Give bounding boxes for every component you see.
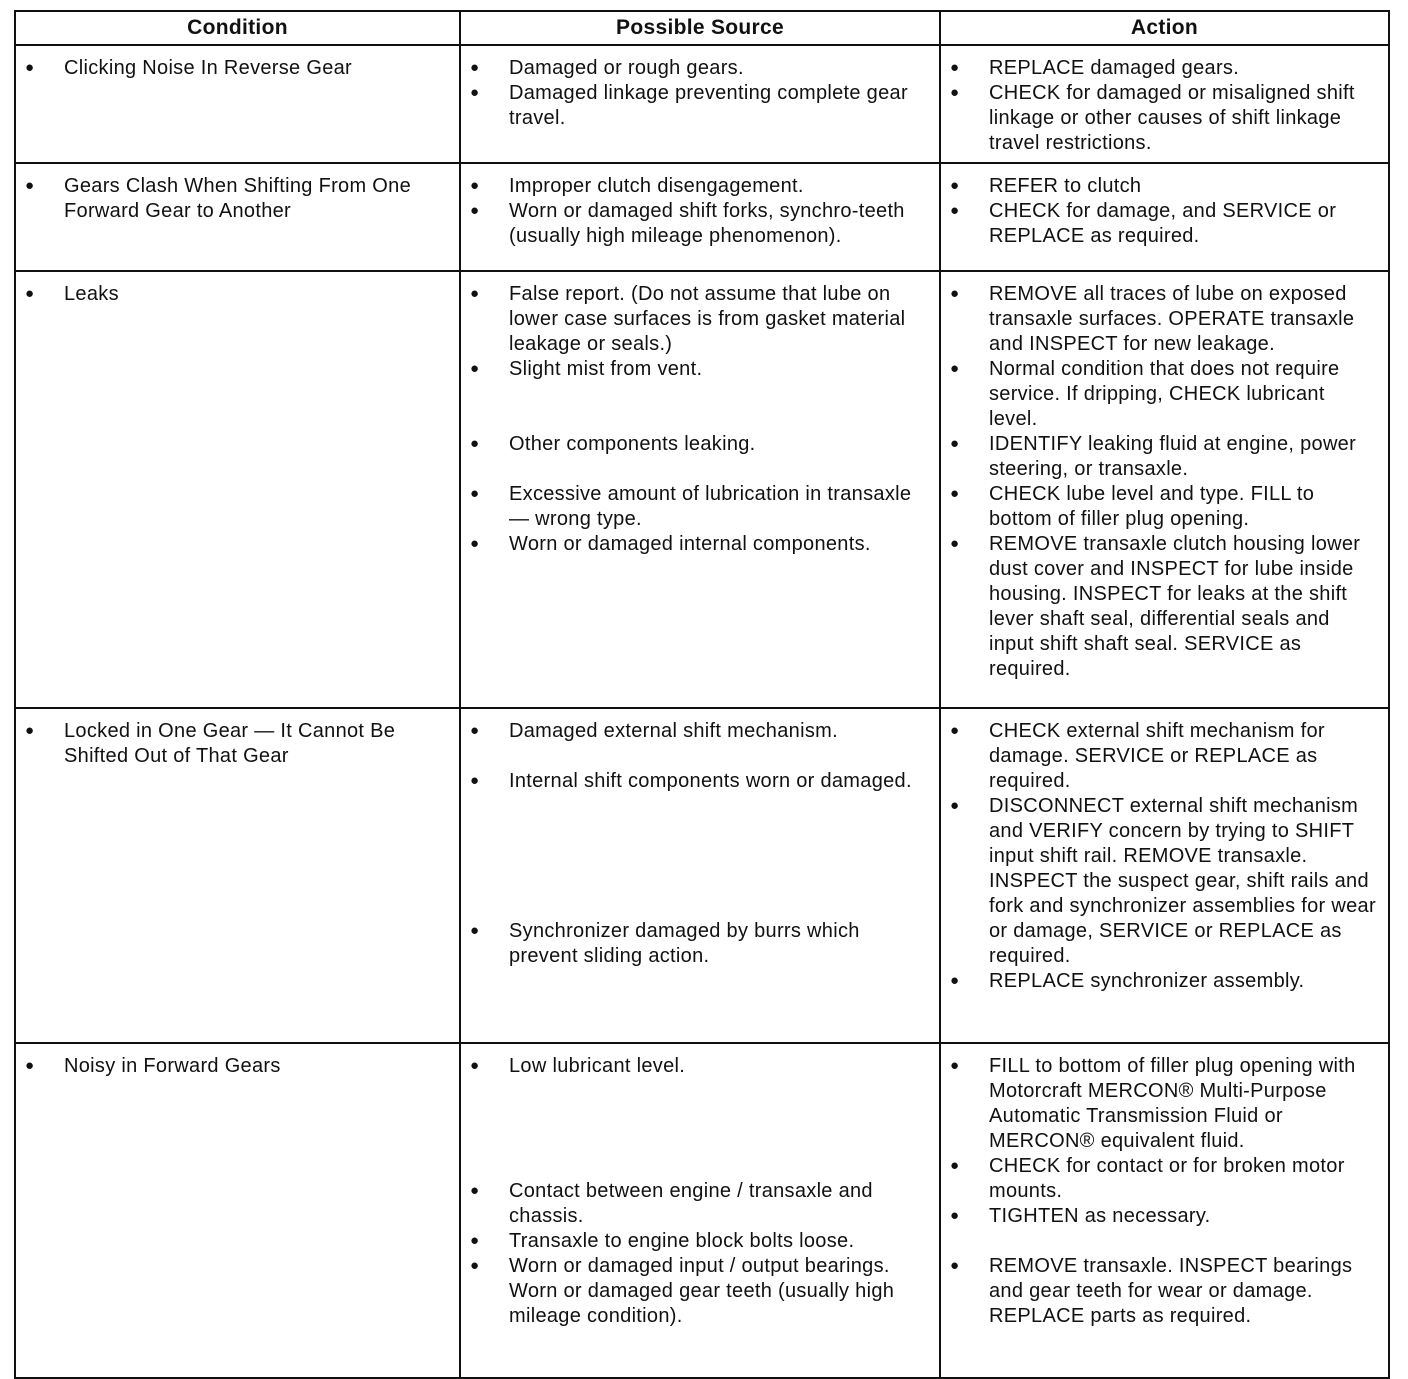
header-possible-source: Possible Source	[460, 11, 940, 45]
table-row	[15, 1043, 1389, 1378]
action-item: ● TIGHTEN as necessary.	[941, 1204, 1378, 1229]
action-item: ● CHECK lube level and type. FILL to bottom of filler plug opening.	[941, 482, 1378, 532]
possible-source-cell	[460, 271, 940, 708]
action-item: ● CHECK for damaged or misaligned shift linkage or other causes of shift linkage travel restrictions.	[941, 81, 1378, 156]
condition-cell	[15, 708, 460, 1043]
action-item: ● REFER to clutch	[941, 174, 1378, 199]
diagnosis-table-sheet	[14, 10, 1388, 1379]
possible-source-item: ● Worn or damaged input / output bearings. Worn or damaged gear teeth (usually high mileage condition).	[461, 1254, 929, 1329]
table-row	[15, 271, 1389, 708]
possible-source-item: ● Damaged linkage preventing complete gear travel.	[461, 81, 929, 131]
possible-source-item: ● Slight mist from vent.	[461, 357, 929, 382]
action-cell	[940, 271, 1389, 708]
action-list	[941, 1054, 1378, 1329]
action-item: ● REMOVE transaxle clutch housing lower dust cover and INSPECT for lube inside housing. INSPECT for leaks at the shift lever shaft seal, differential seals and input shift shaft seal. SERVICE as required.	[941, 532, 1378, 682]
action-cell	[940, 708, 1389, 1043]
action-list	[941, 719, 1378, 994]
condition-cell	[15, 1043, 460, 1378]
action-item: ● REMOVE transaxle. INSPECT bearings and gear teeth for wear or damage. REPLACE parts as required.	[941, 1254, 1378, 1329]
action-list	[941, 56, 1378, 156]
condition-text: ● Locked in One Gear — It Cannot Be Shifted Out of That Gear	[16, 719, 449, 769]
action-cell	[940, 163, 1389, 271]
possible-source-item: ● Worn or damaged internal components.	[461, 532, 929, 557]
possible-source-item: ● Other components leaking.	[461, 432, 929, 457]
action-cell	[940, 1043, 1389, 1378]
action-item: ● CHECK for damage, and SERVICE or REPLACE as required.	[941, 199, 1378, 249]
condition-list	[16, 56, 449, 81]
possible-source-cell	[460, 45, 940, 163]
condition-text: ● Clicking Noise In Reverse Gear	[16, 56, 449, 81]
condition-list	[16, 719, 449, 769]
possible-source-item: ● Internal shift components worn or damaged.	[461, 769, 929, 794]
header-row	[15, 11, 1389, 45]
condition-list	[16, 1054, 449, 1079]
condition-cell	[15, 45, 460, 163]
action-item: ● IDENTIFY leaking fluid at engine, power steering, or transaxle.	[941, 432, 1378, 482]
possible-source-item: ● Transaxle to engine block bolts loose.	[461, 1229, 929, 1254]
possible-source-item: ● Improper clutch disengagement.	[461, 174, 929, 199]
action-item: ● DISCONNECT external shift mechanism and VERIFY concern by trying to SHIFT input shift rail. REMOVE transaxle. INSPECT the suspect gear, shift rails and fork and synchronizer assemblies for wear or damage, SERVICE or REPLACE as required.	[941, 794, 1378, 969]
action-item: ● CHECK for contact or for broken motor mounts.	[941, 1154, 1378, 1204]
condition-cell	[15, 271, 460, 708]
possible-source-cell	[460, 163, 940, 271]
action-item: ● REPLACE synchronizer assembly.	[941, 969, 1378, 994]
table-row	[15, 163, 1389, 271]
diagnosis-table	[14, 10, 1390, 1379]
action-item: ● FILL to bottom of filler plug opening with Motorcraft MERCON® Multi-Purpose Automatic Transmission Fluid or MERCON® equivalent fluid.	[941, 1054, 1378, 1154]
possible-source-item: ● Synchronizer damaged by burrs which prevent sliding action.	[461, 919, 929, 969]
action-item: ● REMOVE all traces of lube on exposed transaxle surfaces. OPERATE transaxle and INSPECT for new leakage.	[941, 282, 1378, 357]
possible-source-item: ● Excessive amount of lubrication in transaxle — wrong type.	[461, 482, 929, 532]
possible-source-list	[461, 719, 929, 969]
possible-source-item: ● Contact between engine / transaxle and chassis.	[461, 1179, 929, 1229]
condition-text: ● Leaks	[16, 282, 449, 307]
condition-list	[16, 282, 449, 307]
table-row	[15, 708, 1389, 1043]
table-body	[15, 45, 1389, 1378]
action-list	[941, 282, 1378, 682]
action-item: ● REPLACE damaged gears.	[941, 56, 1378, 81]
condition-text: ● Gears Clash When Shifting From One Forward Gear to Another	[16, 174, 449, 224]
possible-source-cell	[460, 708, 940, 1043]
possible-source-item: ● Worn or damaged shift forks, synchro-teeth (usually high mileage phenomenon).	[461, 199, 929, 249]
possible-source-list	[461, 1054, 929, 1329]
possible-source-list	[461, 56, 929, 131]
action-item: ● Normal condition that does not require service. If dripping, CHECK lubricant level.	[941, 357, 1378, 432]
condition-cell	[15, 163, 460, 271]
possible-source-item: ● False report. (Do not assume that lube on lower case surfaces is from gasket material leakage or seals.)	[461, 282, 929, 357]
possible-source-list	[461, 282, 929, 557]
action-list	[941, 174, 1378, 249]
condition-text: ● Noisy in Forward Gears	[16, 1054, 449, 1079]
possible-source-item: ● Damaged external shift mechanism.	[461, 719, 929, 744]
condition-list	[16, 174, 449, 224]
action-cell	[940, 45, 1389, 163]
header-action: Action	[940, 11, 1389, 45]
possible-source-item: ● Damaged or rough gears.	[461, 56, 929, 81]
possible-source-list	[461, 174, 929, 249]
possible-source-item: ● Low lubricant level.	[461, 1054, 929, 1079]
possible-source-cell	[460, 1043, 940, 1378]
action-item: ● CHECK external shift mechanism for damage. SERVICE or REPLACE as required.	[941, 719, 1378, 794]
table-row	[15, 45, 1389, 163]
header-condition: Condition	[15, 11, 460, 45]
